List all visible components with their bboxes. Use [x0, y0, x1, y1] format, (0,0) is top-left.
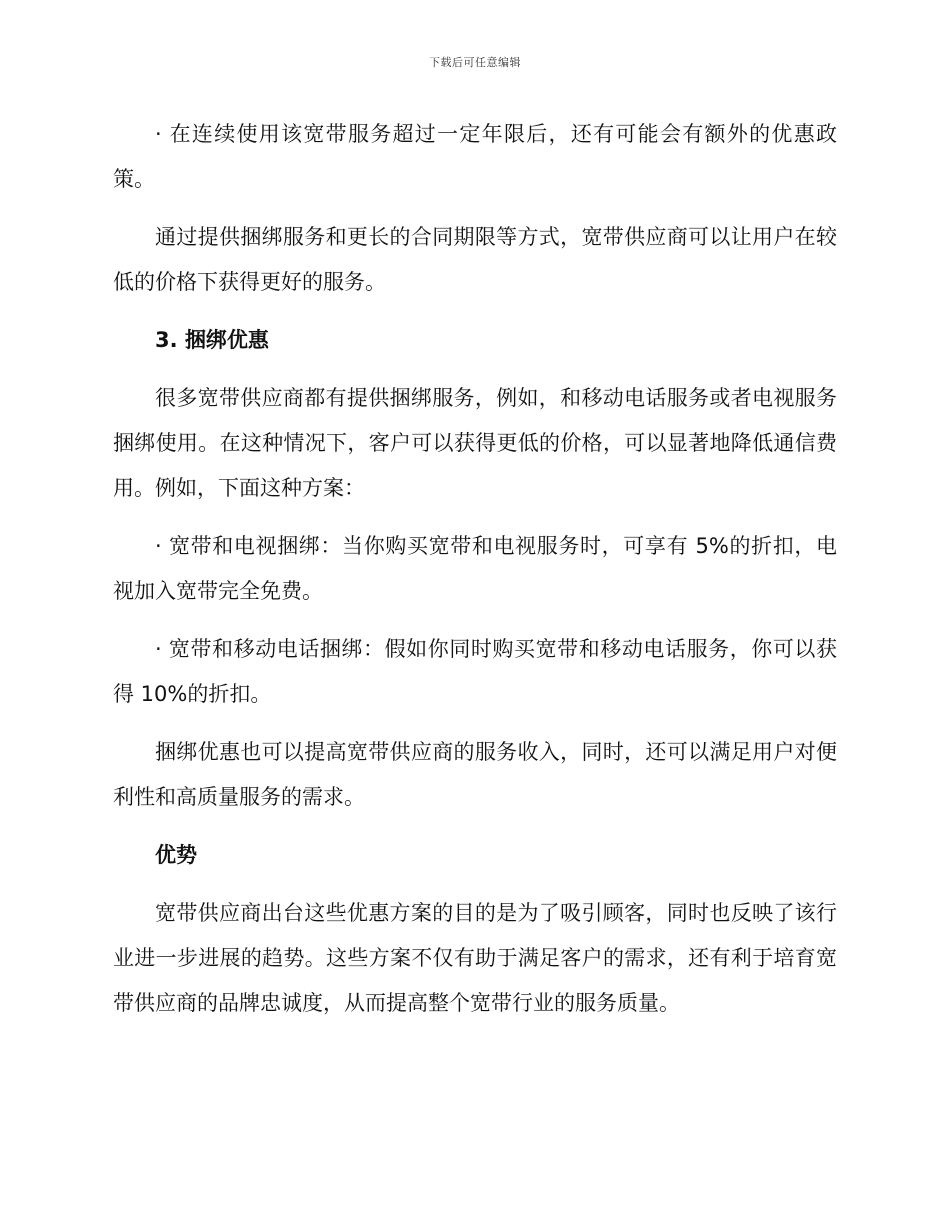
paragraph-bundle-benefit: 捆绑优惠也可以提高宽带供应商的服务收入，同时，还可以满足用户对便利性和高质量服务的需求。 [113, 740, 837, 809]
section-heading-advantages: 优势 [155, 843, 197, 867]
paragraph-advantages: 宽带供应商出台这些优惠方案的目的是为了吸引顾客，同时也反映了该行业进一步进展的趋势。这些方案不仅有助于满足客户的需求，还有利于培育宽带供应商的品牌忠诚度，从而提高整个宽带行业的服务质量。 [113, 901, 837, 1015]
bullet-paragraph-loyalty-discount: · 在连续使用该宽带服务超过一定年限后，还有可能会有额外的优惠政策。 [113, 122, 837, 191]
bullet-paragraph-tv-bundle: · 宽带和电视捆绑：当你购买宽带和电视服务时，可享有 5%的折扣，电视加入宽带完全免费。 [113, 534, 837, 603]
page-header: 下载后可任意编辑 [429, 56, 521, 69]
document-body [113, 112, 837, 1039]
paragraph-bundle-summary: 通过提供捆绑服务和更长的合同期限等方式，宽带供应商可以让用户在较低的价格下获得更好的服务。 [113, 225, 837, 294]
bullet-paragraph-mobile-bundle: · 宽带和移动电话捆绑：假如你同时购买宽带和移动电话服务，你可以获得 10%的折扣。 [113, 637, 837, 706]
section-heading-bundle-discount: 3. 捆绑优惠 [155, 328, 269, 352]
paragraph-bundle-intro: 很多宽带供应商都有提供捆绑服务，例如，和移动电话服务或者电视服务捆绑使用。在这种情况下，客户可以获得更低的价格，可以显著地降低通信费用。例如，下面这种方案： [113, 386, 837, 500]
